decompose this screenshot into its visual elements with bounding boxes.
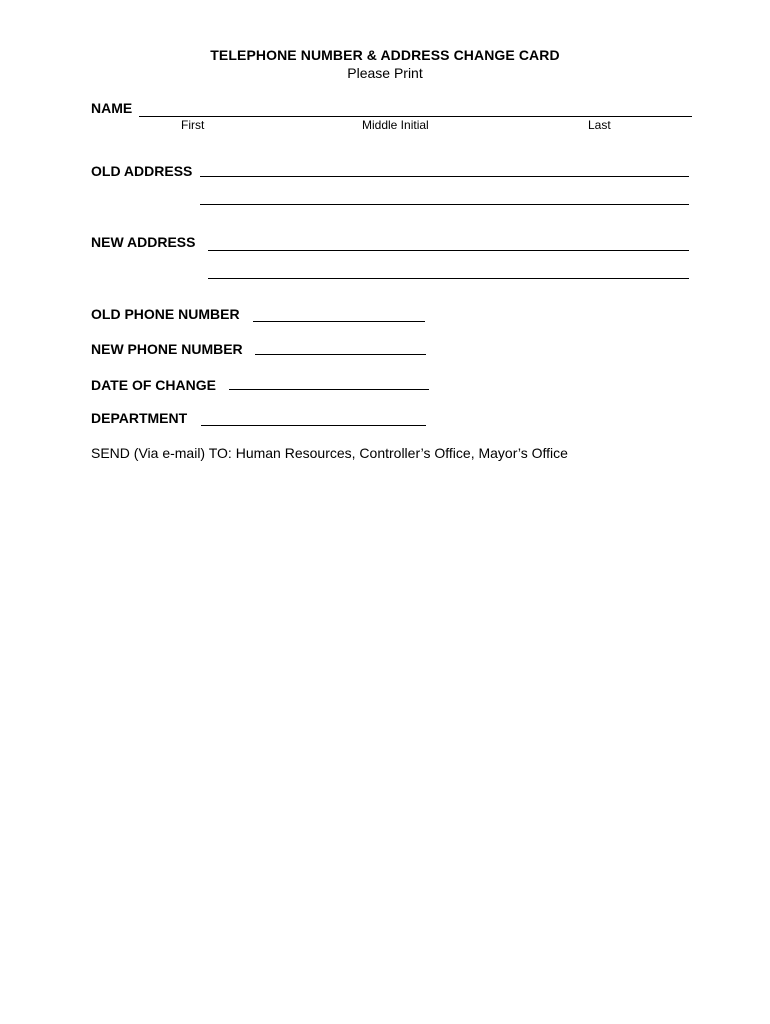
date-of-change-label: DATE OF CHANGE: [91, 377, 216, 393]
old-address-line-2[interactable]: [200, 204, 689, 205]
old-address-label: OLD ADDRESS: [91, 163, 193, 179]
new-phone-line[interactable]: [255, 354, 426, 355]
form-subtitle: Please Print: [347, 65, 423, 81]
department-line[interactable]: [201, 425, 426, 426]
new-address-line-1[interactable]: [208, 250, 689, 251]
name-middle-initial-caption: Middle Initial: [362, 118, 429, 132]
old-address-line-1[interactable]: [200, 176, 689, 177]
date-of-change-line[interactable]: [229, 389, 429, 390]
old-phone-label: OLD PHONE NUMBER: [91, 306, 240, 322]
name-label: NAME: [91, 100, 133, 116]
send-instruction: SEND (Via e-mail) TO: Human Resources, Controller’s Office, Mayor’s Office: [91, 445, 568, 461]
form-title: TELEPHONE NUMBER & ADDRESS CHANGE CARD: [210, 47, 560, 63]
new-phone-label: NEW PHONE NUMBER: [91, 341, 243, 357]
department-label: DEPARTMENT: [91, 410, 188, 426]
name-first-caption: First: [181, 118, 205, 132]
name-last-caption: Last: [588, 118, 611, 132]
old-phone-line[interactable]: [253, 321, 425, 322]
new-address-line-2[interactable]: [208, 278, 689, 279]
new-address-label: NEW ADDRESS: [91, 234, 196, 250]
name-field-line[interactable]: [139, 116, 692, 117]
